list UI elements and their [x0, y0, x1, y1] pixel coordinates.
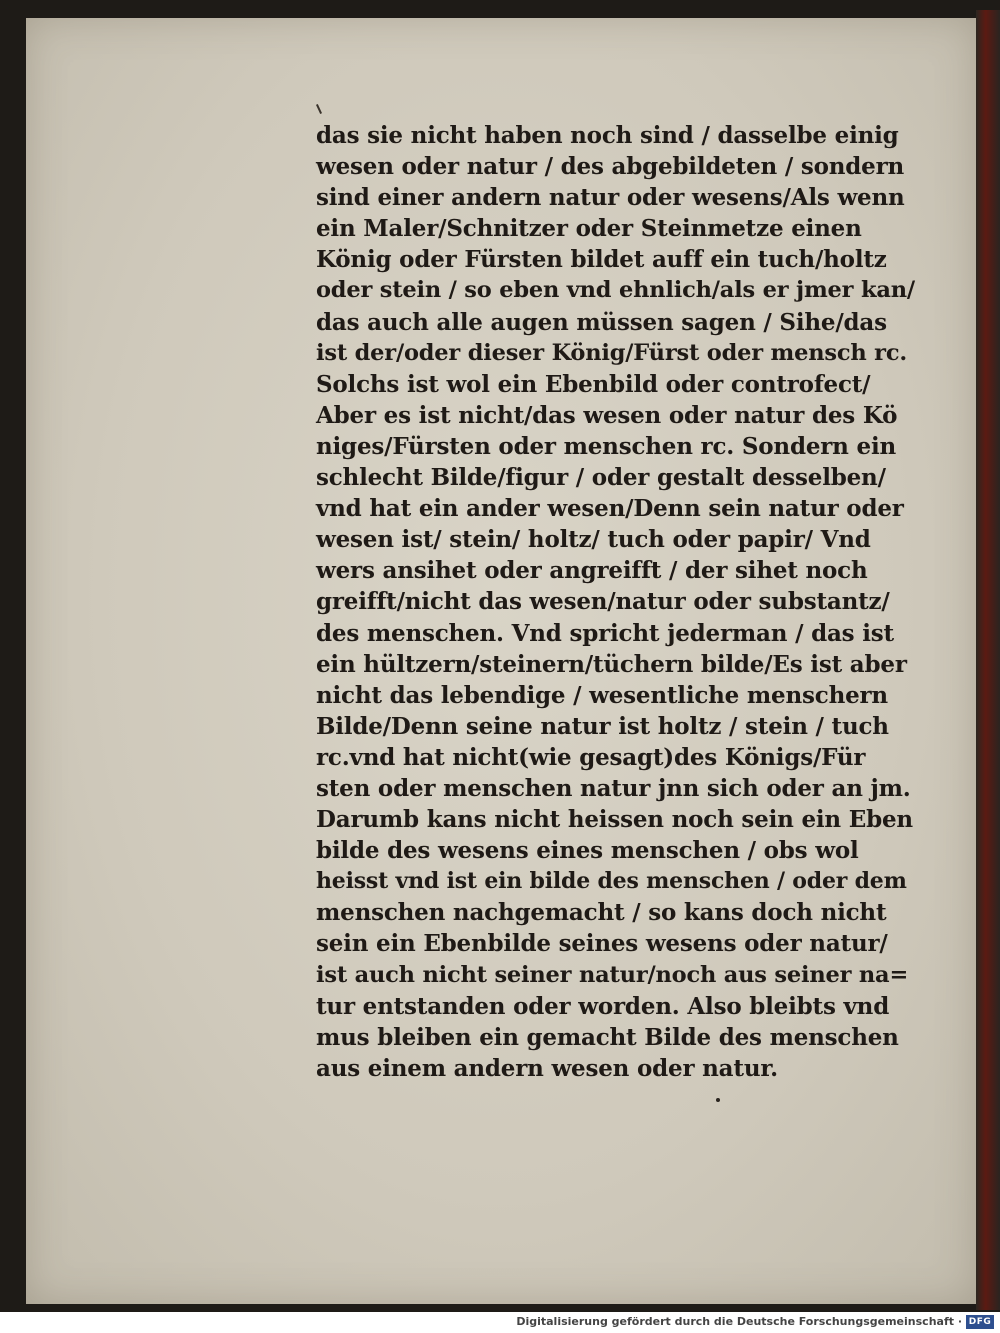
ink-dot [716, 1098, 720, 1102]
text-line: vnd hat ein ander wesen/Denn sein natur oder [316, 495, 904, 523]
text-line: ist auch nicht seiner natur/noch aus seiner na= [316, 961, 909, 988]
text-line: sein ein Ebenbilde seines wesens oder natur/ [316, 930, 888, 958]
dfg-logo-icon: DFG [966, 1315, 994, 1329]
footer-credit: Digitalisierung gefördert durch die Deutsche Forschungsgemeinschaft · [516, 1315, 962, 1328]
text-line: Aber es ist nicht/das wesen oder natur des Kö [316, 401, 898, 429]
text-line: Darumb kans nicht heissen noch sein ein Eben [316, 806, 913, 834]
text-line: rc.vnd hat nicht(wie gesagt)des Königs/Für [316, 743, 866, 771]
text-line: nicht das lebendige / wesentliche menschern [316, 681, 888, 709]
text-line: tur entstanden oder worden. Also bleibts vnd [316, 992, 890, 1020]
body-text [316, 120, 916, 1084]
text-line: wesen ist/ stein/ holtz/ tuch oder papir/ Vnd [316, 526, 871, 554]
text-line: greifft/nicht das wesen/natur oder substantz/ [316, 588, 890, 616]
text-line: ein Maler/Schnitzer oder Steinmetze einen [316, 215, 862, 243]
text-line: niges/Fürsten oder menschen rc. Sondern ein [316, 432, 897, 460]
text-line: des menschen. Vnd spricht jederman / das ist [316, 619, 894, 647]
text-line: Bilde/Denn seine natur ist holtz / stein / tuch [316, 712, 889, 740]
text-line: wers ansihet oder angreifft / der sihet noch [316, 557, 868, 585]
text-line: ein hültzern/steinern/tüchern bilde/Es ist aber [316, 650, 907, 678]
text-line: schlecht Bilde/figur / oder gestalt desselben/ [316, 464, 886, 492]
text-line: das auch alle augen müssen sagen / Sihe/das [316, 308, 887, 336]
text-line: ist der/oder dieser König/Fürst oder mensch rc. [316, 339, 907, 366]
text-line: heisst vnd ist ein bilde des menschen / oder dem [316, 868, 907, 895]
text-line: mus bleiben ein gemacht Bilde des menschen [316, 1023, 899, 1051]
page-edge [976, 10, 1000, 1310]
text-line: aus einem andern wesen oder natur. [316, 1054, 778, 1082]
text-line: oder stein / so eben vnd ehnlich/als er jmer kan/ [316, 277, 915, 304]
text-line: sten oder menschen natur jnn sich oder an jm. [316, 774, 911, 802]
text-line: Solchs ist wol ein Ebenbild oder controfect/ [316, 370, 871, 398]
text-line: bilde des wesens eines menschen / obs wol [316, 837, 859, 865]
text-line: König oder Fürsten bildet auff ein tuch/holtz [316, 246, 887, 274]
text-line: das sie nicht haben noch sind / dasselbe einig [316, 122, 899, 149]
footer-bar [0, 1312, 1000, 1333]
text-line: menschen nachgemacht / so kans doch nicht [316, 899, 887, 927]
text-line: sind einer andern natur oder wesens/Als wenn [316, 184, 905, 212]
text-line: wesen oder natur / des abgebildeten / sondern [316, 153, 905, 181]
